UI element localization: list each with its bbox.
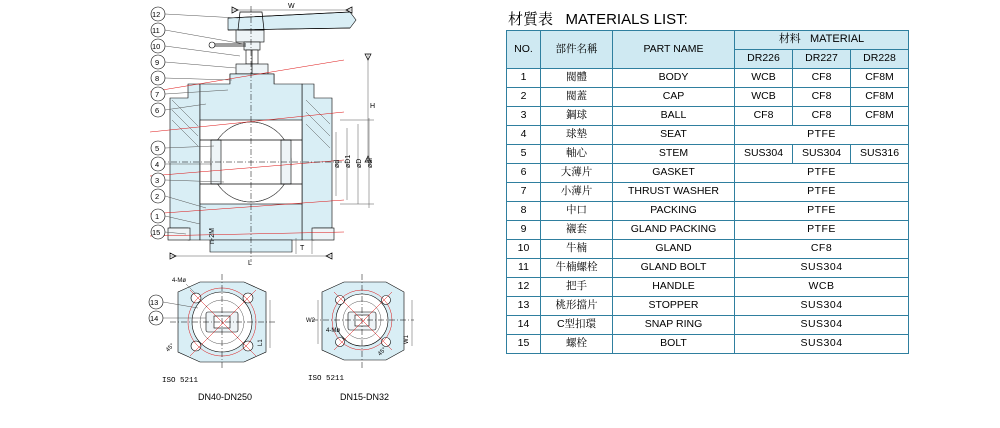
cell-no: 7: [507, 183, 541, 202]
header-grade-3: DR228: [851, 50, 909, 69]
cell-material-1: SUS304: [735, 145, 793, 164]
header-no: NO.: [507, 31, 541, 69]
cell-material-1: WCB: [735, 88, 793, 107]
table-header-row-1: [507, 31, 909, 50]
cell-no: 13: [507, 297, 541, 316]
cell-part-en: HANDLE: [613, 278, 735, 297]
materials-table-head: [507, 31, 909, 69]
title-en: MATERIALS LIST:: [565, 11, 688, 28]
table-row: [507, 278, 909, 297]
svg-text:ød: ød: [334, 159, 341, 168]
table-row: [507, 240, 909, 259]
cell-no: 1: [507, 69, 541, 88]
cell-part-en: SNAP RING: [613, 316, 735, 335]
cell-part-en: BALL: [613, 107, 735, 126]
cell-part-cn: 牛楠: [541, 240, 613, 259]
materials-list-panel: [500, 0, 1000, 428]
table-row: [507, 316, 909, 335]
flange-view-dn40-250: [149, 274, 276, 402]
cell-part-en: SEAT: [613, 126, 735, 145]
materials-table: [506, 30, 909, 354]
header-material-en: MATERIAL: [809, 33, 865, 46]
cell-part-cn: 小薄片: [541, 183, 613, 202]
cell-part-cn: 襯套: [541, 221, 613, 240]
cell-material-all: SUS304: [735, 259, 909, 278]
svg-text:8: 8: [155, 74, 160, 83]
svg-text:11: 11: [152, 26, 160, 35]
svg-text:12: 12: [152, 10, 161, 19]
cell-material-3: CF8M: [851, 69, 909, 88]
cell-material-all: PTFE: [735, 221, 909, 240]
cell-part-en: GLAND: [613, 240, 735, 259]
table-row: [507, 183, 909, 202]
table-row: [507, 126, 909, 145]
cell-material-2: CF8: [793, 69, 851, 88]
flange-view-dn15-32: [306, 274, 414, 402]
cell-part-en: THRUST WASHER: [613, 183, 735, 202]
cell-part-cn: 大薄片: [541, 164, 613, 183]
cell-no: 3: [507, 107, 541, 126]
svg-text:ISO 5211: ISO 5211: [162, 377, 199, 385]
materials-table-body: [507, 69, 909, 354]
svg-text:H: H: [370, 103, 376, 110]
svg-text:ISO 5211: ISO 5211: [308, 375, 345, 383]
header-part-cn: 部件名稱: [541, 31, 613, 69]
svg-text:3: 3: [155, 176, 160, 185]
svg-text:L: L: [248, 260, 252, 267]
svg-text:9: 9: [155, 58, 160, 67]
cell-no: 8: [507, 202, 541, 221]
svg-text:øD1: øD1: [345, 154, 352, 168]
cell-part-cn: 球墊: [541, 126, 613, 145]
cell-part-cn: C型扣環: [541, 316, 613, 335]
header-grade-2: DR227: [793, 50, 851, 69]
svg-text:45°: 45°: [377, 346, 388, 358]
svg-text:14: 14: [150, 314, 159, 323]
cell-material-2: SUS304: [793, 145, 851, 164]
svg-text:W: W: [288, 3, 295, 10]
svg-text:DN15-DN32: DN15-DN32: [340, 392, 390, 402]
cell-part-en: GLAND BOLT: [613, 259, 735, 278]
cell-material-all: PTFE: [735, 202, 909, 221]
cell-part-en: STEM: [613, 145, 735, 164]
svg-text:15: 15: [152, 228, 161, 237]
materials-list-title: [508, 8, 688, 29]
header-material-cn: 材料: [778, 33, 801, 46]
svg-text:ødI: ødI: [367, 157, 374, 168]
table-row: [507, 297, 909, 316]
title-cn: 材質表: [508, 11, 554, 28]
cell-no: 4: [507, 126, 541, 145]
svg-text:n-2M: n-2M: [209, 228, 216, 244]
cell-no: 10: [507, 240, 541, 259]
table-row: [507, 88, 909, 107]
cell-part-en: BODY: [613, 69, 735, 88]
cell-material-all: WCB: [735, 278, 909, 297]
dimension-length: [170, 253, 332, 267]
cell-part-en: BOLT: [613, 335, 735, 354]
cell-material-3: CF8M: [851, 88, 909, 107]
cell-part-en: CAP: [613, 88, 735, 107]
cell-no: 6: [507, 164, 541, 183]
svg-text:1: 1: [155, 212, 160, 221]
svg-text:4-Mø: 4-Mø: [326, 328, 340, 334]
cell-part-cn: 把手: [541, 278, 613, 297]
cell-no: 11: [507, 259, 541, 278]
cell-part-en: GLAND PACKING: [613, 221, 735, 240]
cell-part-cn: 牛楠螺栓: [541, 259, 613, 278]
cell-no: 2: [507, 88, 541, 107]
cell-material-2: CF8: [793, 107, 851, 126]
svg-text:13: 13: [150, 298, 159, 307]
svg-text:W1: W1: [404, 335, 410, 344]
svg-text:L1: L1: [258, 339, 264, 346]
header-grade-1: DR226: [735, 50, 793, 69]
cell-part-cn: 閥體: [541, 69, 613, 88]
dimension-width: [232, 3, 352, 13]
cell-material-3: CF8M: [851, 107, 909, 126]
header-material: [735, 31, 909, 50]
svg-text:10: 10: [152, 42, 161, 51]
cell-part-cn: 螺栓: [541, 335, 613, 354]
cell-material-1: WCB: [735, 69, 793, 88]
svg-text:6: 6: [155, 106, 160, 115]
svg-text:W2: W2: [306, 318, 315, 324]
table-row: [507, 107, 909, 126]
cell-no: 15: [507, 335, 541, 354]
table-row: [507, 164, 909, 183]
cell-material-all: CF8: [735, 240, 909, 259]
cell-no: 9: [507, 221, 541, 240]
svg-text:4: 4: [155, 160, 160, 169]
cell-part-cn: 軸心: [541, 145, 613, 164]
cell-no: 12: [507, 278, 541, 297]
cell-material-all: SUS304: [735, 316, 909, 335]
table-row: [507, 202, 909, 221]
svg-text:T: T: [300, 245, 305, 252]
table-row: [507, 335, 909, 354]
cell-part-cn: 桃形擋片: [541, 297, 613, 316]
cell-part-cn: 鋼球: [541, 107, 613, 126]
table-row: [507, 69, 909, 88]
svg-text:45°: 45°: [165, 342, 176, 354]
cell-material-all: SUS304: [735, 297, 909, 316]
cell-material-all: PTFE: [735, 183, 909, 202]
cell-no: 5: [507, 145, 541, 164]
svg-text:5: 5: [155, 144, 160, 153]
header-part-en: PART NAME: [613, 31, 735, 69]
cell-part-en: STOPPER: [613, 297, 735, 316]
svg-text:2: 2: [155, 192, 160, 201]
svg-text:4-Mø: 4-Mø: [172, 278, 186, 284]
handle-assembly: [228, 12, 356, 50]
svg-text:DN40-DN250: DN40-DN250: [198, 392, 253, 402]
cell-part-cn: 中口: [541, 202, 613, 221]
cell-part-en: GASKET: [613, 164, 735, 183]
cell-material-3: SUS316: [851, 145, 909, 164]
table-row: [507, 145, 909, 164]
table-row: [507, 221, 909, 240]
dimension-height: [365, 54, 375, 162]
cell-material-all: SUS304: [735, 335, 909, 354]
cell-no: 14: [507, 316, 541, 335]
cell-material-1: CF8: [735, 107, 793, 126]
cell-material-all: PTFE: [735, 126, 909, 145]
svg-text:7: 7: [155, 90, 160, 99]
cell-part-en: PACKING: [613, 202, 735, 221]
table-row: [507, 259, 909, 278]
cell-material-2: CF8: [793, 88, 851, 107]
svg-text:øD: øD: [356, 158, 363, 168]
cell-material-all: PTFE: [735, 164, 909, 183]
cell-part-cn: 閥蓋: [541, 88, 613, 107]
